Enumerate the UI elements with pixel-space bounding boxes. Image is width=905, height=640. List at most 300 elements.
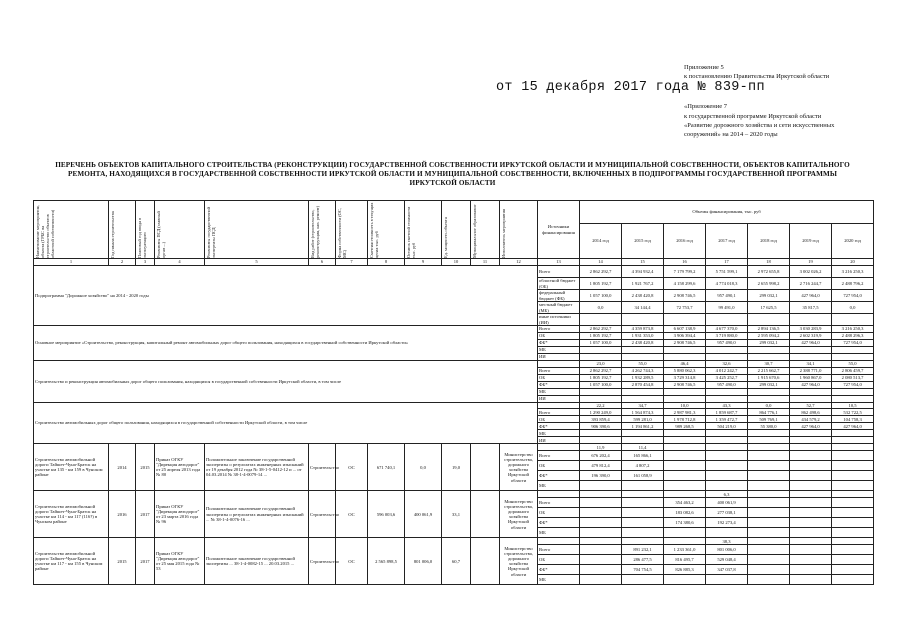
funding-value — [664, 395, 706, 402]
object-cost: 2 565 898,5 — [368, 538, 405, 585]
object-work-type: Строительство — [309, 538, 336, 585]
funding-value: 196 390,0 — [580, 471, 622, 481]
pct-cell: 23,0 — [580, 361, 622, 368]
col-header-text: Исполнитель мероприятия — [501, 208, 506, 258]
funding-value — [832, 481, 874, 491]
funding-value — [706, 388, 748, 395]
column-number: 10 — [442, 259, 471, 266]
funding-value — [748, 347, 790, 354]
funding-value: 1 978 712,8 — [664, 416, 706, 423]
funding-value — [580, 437, 622, 444]
funding-value — [748, 575, 790, 585]
funding-value: 957 490,0 — [706, 340, 748, 347]
col-header-c2 — [109, 201, 136, 259]
funding-value: 1 805 192,7 — [580, 374, 622, 381]
section-label: Подпрограмма "Дорожное хозяйство" на 2014 - 2020 годы — [34, 266, 538, 326]
column-number: 4 — [155, 259, 205, 266]
section-label: Строительство автомобильных дорог общего пользования, находящихся в государственной собственности Иркутской области, в том числе — [34, 402, 538, 444]
funding-value: 400 061,9 — [706, 498, 748, 508]
object-start-year: 2014 — [109, 444, 136, 491]
object-expertise: Положительное заключение государственной экспертизы ... 38-1-4-0082-15 ... 20.03.2015 ... — [205, 538, 309, 585]
funding-value: 3 906 394,4 — [664, 333, 706, 340]
funding-value: 165 866,1 — [622, 451, 664, 461]
funding-value — [748, 354, 790, 361]
section-label: Строительство и реконструкция автомобильных дорог общего пользования, находящихся в государственной собственности Иркутской области, в том числе — [34, 361, 538, 403]
funding-source: ИИ — [538, 354, 580, 361]
funding-value: 2 987 981,3 — [664, 409, 706, 416]
funding-row — [34, 266, 874, 278]
col-header-text: Плановый год ввода в эксплуатацию — [137, 217, 147, 258]
funding-value: 1 359 472,7 — [706, 416, 748, 423]
funding-value — [622, 508, 664, 518]
funding-value — [748, 388, 790, 395]
funding-value — [832, 471, 874, 481]
funding-value: 529 048,4 — [706, 555, 748, 565]
funding-value: 1 057 100,0 — [580, 290, 622, 302]
funding-value — [706, 395, 748, 402]
col-header-text: Реквизиты ПСД (главный орган ...) — [156, 210, 166, 258]
object-start-year: 2016 — [109, 491, 136, 538]
funding-value: 862 498,6 — [790, 409, 832, 416]
funding-source: Всего — [538, 326, 580, 333]
funding-value — [790, 347, 832, 354]
col-header-c10 — [442, 201, 471, 259]
funding-value: 2 595 094,2 — [748, 333, 790, 340]
funding-value: 3 719 880,0 — [706, 333, 748, 340]
funding-value — [664, 437, 706, 444]
funding-value — [706, 430, 748, 437]
funding-value — [622, 481, 664, 491]
pct-cell: 32,6 — [706, 361, 748, 368]
col-header-text: Муниципальное образование — [472, 204, 477, 258]
funding-value: 2 602 319,9 — [790, 333, 832, 340]
pct-cell — [622, 491, 664, 498]
funding-value — [706, 481, 748, 491]
funding-value — [706, 347, 748, 354]
funding-value — [832, 565, 874, 575]
funding-value — [790, 388, 832, 395]
funding-value: 826 885,3 — [664, 565, 706, 575]
funding-source: Всего — [538, 498, 580, 508]
funding-value: 427 964,0 — [790, 290, 832, 302]
column-number: 6 — [309, 259, 336, 266]
funding-value — [748, 471, 790, 481]
object-municipality — [471, 491, 500, 538]
funding-value — [748, 437, 790, 444]
pct-cell — [622, 538, 664, 545]
object-ownership: ОС — [336, 444, 368, 491]
funding-value: 4 359 873,8 — [622, 326, 664, 333]
funding-source: МБ — [538, 528, 580, 538]
funding-source: ОБ — [538, 555, 580, 565]
object-end-year: 2017 — [136, 491, 155, 538]
funding-value — [748, 518, 790, 528]
funding-value — [832, 528, 874, 538]
col-header-text: Ед. мощность объекта — [443, 216, 448, 258]
funding-value: 393 859,4 — [580, 416, 622, 423]
funding-value — [790, 565, 832, 575]
pct-cell — [664, 538, 706, 545]
funding-value: 35 817,5 — [790, 302, 832, 314]
object-executor: Министерство строительства, дорожного хозяйства Иркутской области — [500, 491, 538, 538]
funding-value: 286 477,5 — [622, 555, 664, 565]
funding-source: ФБ* — [538, 340, 580, 347]
funding-value: 3 216 250,3 — [832, 326, 874, 333]
funding-source: Всего — [538, 451, 580, 461]
funding-source: Всего — [538, 545, 580, 555]
funding-value — [580, 388, 622, 395]
funding-value: 727 954,0 — [832, 290, 874, 302]
funding-source: ОБ — [538, 416, 580, 423]
object-pct-row — [34, 491, 874, 498]
funding-value: 2 894 136,5 — [748, 326, 790, 333]
funding-value: 427 964,0 — [790, 423, 832, 430]
pct-cell — [664, 491, 706, 498]
section-pct-row — [34, 402, 874, 409]
funding-value: 161 058,9 — [622, 471, 664, 481]
funding-value — [664, 471, 706, 481]
funding-source: ИИ — [538, 437, 580, 444]
column-number: 15 — [622, 259, 664, 266]
funding-value: 2 655 998,2 — [748, 278, 790, 290]
funding-value — [748, 508, 790, 518]
funding-value — [748, 545, 790, 555]
object-name: Строительство автомобильной дороги Тайшет-Чуна-Братск на участке км 117 - км 155 в Чунском районе — [34, 538, 109, 585]
funding-value — [580, 508, 622, 518]
funding-value: 174 380,6 — [664, 518, 706, 528]
pct-cell — [748, 444, 790, 451]
funding-value — [580, 518, 622, 528]
funding-value: 989 268,5 — [664, 423, 706, 430]
funding-value — [580, 528, 622, 538]
funding-value: 599 281,0 — [622, 416, 664, 423]
column-number: 11 — [471, 259, 500, 266]
col-header-c1 — [34, 201, 109, 259]
pct-cell: 43,3 — [706, 402, 748, 409]
funding-value — [622, 430, 664, 437]
funding-value: 354 463,2 — [664, 498, 706, 508]
funding-source: Всего — [538, 266, 580, 278]
funding-value: 676 202,4 — [580, 451, 622, 461]
funding-value: 816 495,7 — [664, 555, 706, 565]
funding-value: 0,0 — [580, 302, 622, 314]
funding-value: 72 753,7 — [664, 302, 706, 314]
funding-value: 801 006,0 — [706, 545, 748, 555]
column-number: 7 — [336, 259, 368, 266]
column-number: 3 — [136, 259, 155, 266]
pct-cell — [832, 444, 874, 451]
col-header-text: Наименование мероприятия, объекта (ГРБС на строительство объектов областной собственности) — [35, 204, 55, 258]
funding-value — [832, 498, 874, 508]
funding-value — [832, 451, 874, 461]
column-number: 18 — [748, 259, 790, 266]
funding-source: Всего — [538, 367, 580, 374]
funding-value: 532 722,5 — [832, 409, 874, 416]
pct-cell — [832, 538, 874, 545]
funding-value — [790, 471, 832, 481]
col-header-c13: Источники финансирования — [538, 201, 580, 259]
funding-value: 1 805 192,7 — [580, 278, 622, 290]
funding-source: областной бюджет (ОБ) — [538, 278, 580, 290]
object-ownership: ОС — [336, 491, 368, 538]
funding-value: 957 490,1 — [706, 290, 748, 302]
pct-cell — [832, 491, 874, 498]
funding-value: 2 862 292,7 — [580, 367, 622, 374]
decree-date: от 15 декабря 2017 года № 839-пп — [496, 80, 765, 95]
pct-cell — [580, 491, 622, 498]
funding-value: 1 915 670,6 — [748, 374, 790, 381]
object-work-type: Строительство — [309, 444, 336, 491]
column-number: 1 — [34, 259, 109, 266]
funding-value: 3 729 314,8 — [664, 374, 706, 381]
pct-src — [538, 538, 580, 545]
pct-cell: 0,0 — [748, 402, 790, 409]
col-header-text: Форма собственности (ОС, МС) — [337, 207, 347, 258]
col-header-c5 — [205, 201, 309, 259]
object-psd: Приказ ОГКУ "Дирекция автодорог" от 25 апреля 2013 года № 80 — [155, 444, 205, 491]
funding-source: МБ — [538, 347, 580, 354]
funding-source: местный бюджет (МБ) — [538, 302, 580, 314]
funding-value — [664, 430, 706, 437]
col-header-text: Остаток сметной стоимости тыс. руб — [406, 206, 416, 258]
pct-cell — [790, 491, 832, 498]
object-executor: Министерство строительства, дорожного хозяйства Иркутской области — [500, 444, 538, 491]
column-number: 2 — [109, 259, 136, 266]
pct-cell: 55,0 — [832, 361, 874, 368]
funding-value: 1 960 867,0 — [790, 374, 832, 381]
pct-cell: 11,9 — [580, 444, 622, 451]
funding-value: 4 394 932,4 — [622, 266, 664, 278]
funding-value: 4 774 018,3 — [706, 278, 748, 290]
funding-source: МБ — [538, 388, 580, 395]
funding-value — [790, 528, 832, 538]
funding-value: 1 194 861,2 — [622, 423, 664, 430]
title-line-2: РЕМОНТА, НАХОДЯЩИХСЯ В ГОСУДАРСТВЕННОЙ СОБСТВЕННОСТИ ИРКУТСКОЙ ОБЛАСТИ И МУНИЦИПАЛЬНОЙ СОБСТВЕННОСТИ, ВКЛЮЧЕННЫХ В ПОДПРОГРАММЫ ГОСУДАРСТВЕННОЙ ПРОГРАММЫ — [67, 170, 838, 178]
funding-value: 2 862 292,7 — [580, 326, 622, 333]
funding-value — [832, 395, 874, 402]
funding-value: 99 491,0 — [706, 302, 748, 314]
funding-value: 427 964,0 — [832, 423, 874, 430]
col-header-c7 — [336, 201, 368, 259]
pct-cell — [706, 444, 748, 451]
funding-value: 4 807,2 — [622, 461, 664, 471]
funding-value — [790, 518, 832, 528]
funding-value — [790, 481, 832, 491]
funding-value: 1 931 353,0 — [622, 333, 664, 340]
pct-cell — [664, 444, 706, 451]
funding-value — [622, 498, 664, 508]
funding-source: ФБ* — [538, 565, 580, 575]
pct-cell — [790, 538, 832, 545]
funding-value — [664, 528, 706, 538]
funding-value: 3 030 283,9 — [790, 326, 832, 333]
funding-value: 347 037,8 — [706, 565, 748, 575]
funding-value — [748, 481, 790, 491]
funding-value — [790, 430, 832, 437]
funding-source: ФБ* — [538, 381, 580, 388]
funding-value — [790, 498, 832, 508]
funding-value: 2 908 746,5 — [664, 340, 706, 347]
appendix5-label: Приложение 5 — [684, 64, 724, 71]
funding-value — [664, 481, 706, 491]
funding-value — [622, 575, 664, 585]
pct-cell — [580, 538, 622, 545]
pct-cell — [748, 538, 790, 545]
object-executor: Министерство строительства, дорожного хозяйства Иркутской области — [500, 538, 538, 585]
funding-value — [790, 545, 832, 555]
object-capacity: 33,1 — [442, 491, 471, 538]
funding-value: 55 380,0 — [748, 423, 790, 430]
object-pct-row — [34, 538, 874, 545]
pct-cell: 52,7 — [790, 402, 832, 409]
section-label: Основное мероприятие «Строительство, реконструкция, капитальный ремонт автомобильных дорог общего пользования, находящихся в государственной собственности Иркутской области» — [34, 326, 538, 361]
pct-src — [538, 491, 580, 498]
funding-source: МБ — [538, 430, 580, 437]
year-header: 2018 год — [748, 224, 790, 259]
funding-value: 2 908 746,5 — [664, 381, 706, 388]
funding-value: 1 564 874,3 — [622, 409, 664, 416]
funding-value: 277 038,1 — [706, 508, 748, 518]
column-number: 9 — [405, 259, 442, 266]
funding-value — [832, 555, 874, 565]
funding-value — [832, 545, 874, 555]
col-header-text: Сметная стоимость в текущих ценах тыс. руб — [369, 202, 379, 258]
funding-value: 34 144,4 — [622, 302, 664, 314]
column-number: 14 — [580, 259, 622, 266]
funding-value: 1 290 249,0 — [580, 409, 622, 416]
funding-value — [622, 395, 664, 402]
pct-cell: 11,4 — [622, 444, 664, 451]
funding-source: ОБ — [538, 508, 580, 518]
funding-value: 2 972 655,8 — [748, 266, 790, 278]
funding-value — [790, 451, 832, 461]
pct-cell: 55,0 — [622, 361, 664, 368]
col-header-c6 — [309, 201, 336, 259]
funding-value: 2 908 746,5 — [664, 290, 706, 302]
funding-value: 6 607 138,9 — [664, 326, 706, 333]
funding-value: 2 488 296,3 — [832, 333, 874, 340]
pct-src — [538, 361, 580, 368]
funding-value — [706, 314, 748, 326]
section-pct-row — [34, 361, 874, 368]
funding-value: 2 716 244,7 — [790, 278, 832, 290]
funding-source: ФБ* — [538, 423, 580, 430]
funding-value — [580, 575, 622, 585]
pct-cell: 10,0 — [664, 402, 706, 409]
column-numbers-row — [34, 259, 874, 266]
funding-source: ОБ — [538, 333, 580, 340]
appendix7-line3: «Развитие дорожного хозяйства и сети искусственных — [684, 122, 835, 129]
funding-value — [790, 461, 832, 471]
funding-value: 2 488 796,2 — [832, 278, 874, 290]
appendix7-line2: к государственной программе Иркутской области — [684, 113, 822, 120]
funding-value: 957 490,0 — [706, 381, 748, 388]
funding-value — [748, 430, 790, 437]
object-rest: 801 006,0 — [405, 538, 442, 585]
pct-src — [538, 402, 580, 409]
funding-source: иные источники (ИИ) — [538, 314, 580, 326]
object-cost: 671 740,1 — [368, 444, 405, 491]
funding-value — [832, 461, 874, 471]
object-psd: Приказ ОГКУ "Дирекция автодорог" от 25 мая 2015 года № 53 — [155, 538, 205, 585]
funding-value: 906 390,6 — [580, 423, 622, 430]
object-ownership: ОС — [336, 538, 368, 585]
funding-value — [748, 555, 790, 565]
funding-value — [580, 565, 622, 575]
year-header: 2017 год — [706, 224, 748, 259]
col-header-c4 — [155, 201, 205, 259]
object-capacity: 60,7 — [442, 538, 471, 585]
funding-value — [664, 575, 706, 585]
funding-value — [706, 575, 748, 585]
objects-table — [33, 200, 874, 585]
funding-source: Всего — [538, 409, 580, 416]
col-header-c9 — [405, 201, 442, 259]
funding-value: 479 812,4 — [580, 461, 622, 471]
pct-cell: 38,3 — [706, 538, 748, 545]
pct-cell: 6,3 — [706, 491, 748, 498]
funding-value: 727 954,0 — [832, 340, 874, 347]
appendix7-label: «Приложение 7 — [684, 103, 728, 110]
column-number: 12 — [500, 259, 538, 266]
funding-value: 1 057 100,0 — [580, 340, 622, 347]
funding-value — [832, 430, 874, 437]
year-header: 2019 год — [790, 224, 832, 259]
funding-value: 5 880 062,3 — [664, 367, 706, 374]
funding-value — [580, 314, 622, 326]
pct-src — [538, 444, 580, 451]
object-expertise: Положительное заключение государственной экспертизы о результатах инженерных изысканий от 19 декабря 2012 года № 38-1-5-0412-12 и ... от 04.03.2014 № 38-1-4-0079-14 ... — [205, 444, 309, 491]
funding-value — [622, 314, 664, 326]
funding-value: 2 388 771,0 — [790, 367, 832, 374]
funding-value — [622, 347, 664, 354]
funding-value: 1 805 192,7 — [580, 333, 622, 340]
funding-source: ИИ — [538, 395, 580, 402]
funding-value — [790, 314, 832, 326]
funding-value — [832, 437, 874, 444]
funding-value: 727 954,0 — [832, 381, 874, 388]
funding-value — [790, 575, 832, 585]
funding-value — [664, 347, 706, 354]
pct-cell — [790, 444, 832, 451]
funding-value: 4 158 299,6 — [664, 278, 706, 290]
funding-value: 1 057 100,0 — [580, 381, 622, 388]
column-number: 20 — [832, 259, 874, 266]
funding-value — [664, 388, 706, 395]
funding-value: 509 769,1 — [748, 416, 790, 423]
funding-value — [832, 508, 874, 518]
funding-value: 17 625,5 — [748, 302, 790, 314]
funding-value: 434 579,2 — [790, 416, 832, 423]
funding-value — [832, 518, 874, 528]
funding-value — [580, 347, 622, 354]
column-number: 17 — [706, 259, 748, 266]
appendix7-line4: сооружений» на 2014 – 2020 годы — [684, 131, 778, 138]
funding-value: 2 080 513,7 — [832, 374, 874, 381]
funding-value: 2 870 454,8 — [622, 381, 664, 388]
funding-value: 504 219,0 — [706, 423, 748, 430]
pct-cell: 34,7 — [622, 402, 664, 409]
funding-source: ОБ — [538, 461, 580, 471]
header-row — [34, 201, 874, 224]
funding-value — [832, 347, 874, 354]
funding-title: Объемы финансирования, тыс. руб — [580, 201, 874, 224]
funding-value — [664, 451, 706, 461]
funding-value: 183 082,6 — [664, 508, 706, 518]
funding-value — [748, 395, 790, 402]
column-number: 13 — [538, 259, 580, 266]
object-end-year: 2017 — [136, 538, 155, 585]
